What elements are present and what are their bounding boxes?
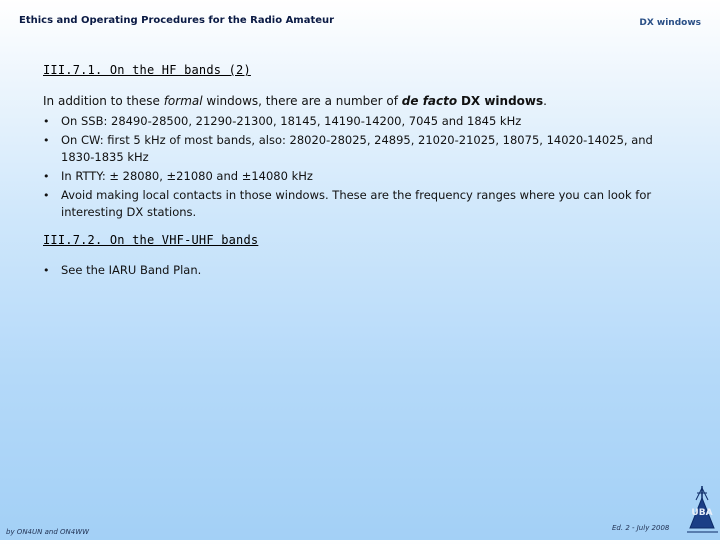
section-heading-vhf-uhf: III.7.2. On the VHF-UHF bands — [43, 233, 259, 247]
vhf-bullet-list — [43, 262, 683, 281]
intro-paragraph — [43, 93, 547, 109]
list-item: • On SSB: 28490-28500, 21290-21300, 18145, 14190-14200, 7045 and 1845 kHz — [43, 113, 683, 130]
list-item: • In RTTY: ± 28080, ±21080 and ±14080 kHz — [43, 168, 683, 185]
document-title: Ethics and Operating Procedures for the Radio Amateur — [19, 15, 335, 26]
uba-logo-label: UBA — [691, 508, 713, 518]
intro-text-dx-windows: DX windows — [460, 94, 544, 108]
uba-logo — [684, 484, 720, 540]
hf-bullet-list — [43, 113, 683, 223]
section-heading-hf: III.7.1. On the HF bands (2) — [43, 63, 251, 77]
list-item: • See the IARU Band Plan. — [43, 262, 683, 279]
intro-text-de-facto: de facto — [401, 94, 458, 108]
footer-authors: by ON4UN and ON4WW — [6, 528, 90, 536]
intro-text-end: . — [543, 94, 547, 108]
intro-text-formal: formal — [163, 94, 203, 108]
intro-text-1: In addition to these — [43, 94, 164, 108]
list-item: • Avoid making local contacts in those windows. These are the frequency ranges where you can look for interesting DX stations. — [43, 187, 683, 221]
list-item: • On CW: first 5 kHz of most bands, also: 28020-28025, 24895, 21020-21025, 18075, 14020-14025, and 1830-1835 kHz — [43, 132, 683, 166]
intro-text-2: windows, there are a number of — [202, 94, 402, 108]
footer-edition: Ed. 2 - July 2008 — [612, 524, 670, 532]
section-title: DX windows — [639, 18, 701, 28]
